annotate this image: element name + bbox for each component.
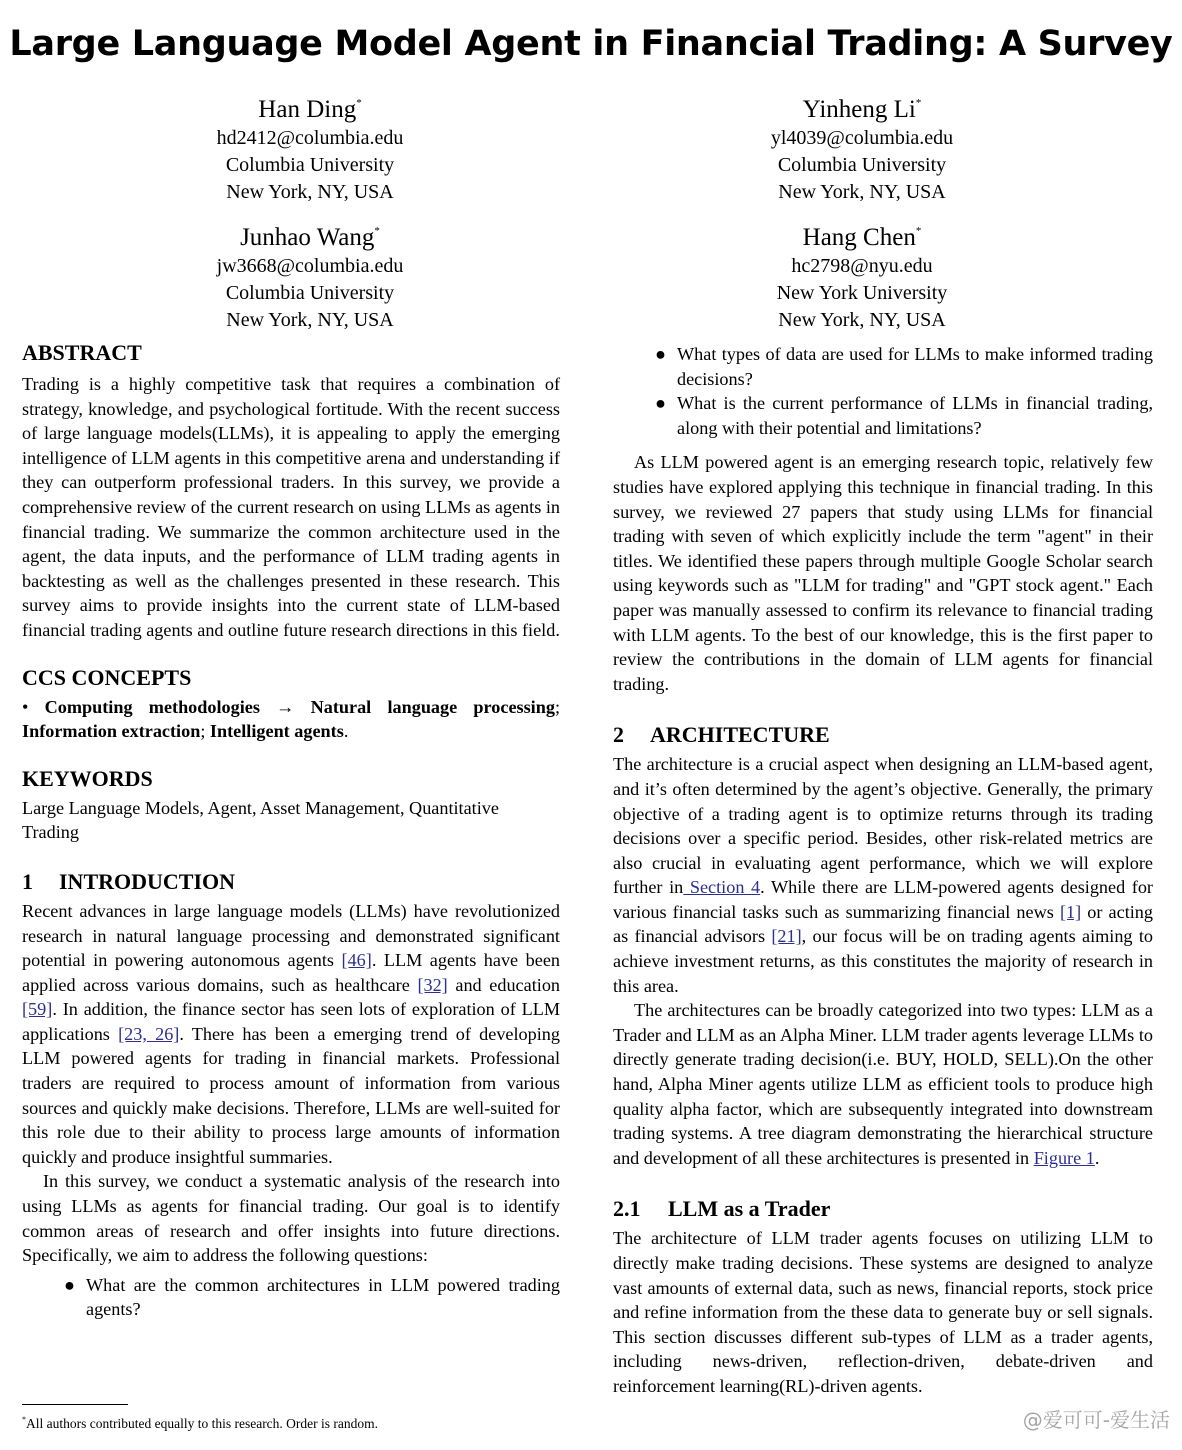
list-item: ● What types of data are used for LLMs to make informed trading decisions?	[655, 344, 1153, 389]
author-location: New York, NY, USA	[226, 309, 394, 331]
architecture-paragraph-2: The architectures can be broadly categorized into two types: LLM as a Trader and LLM as an Alpha Miner. LLM trader agents leverage LLMs to directly generate trading decision(i.e. BUY, HOLD, SELL).On the other hand, Alpha Miner agents utilize LLM as efficient tools to produce high quality alpha factor, which are subsequently integrated into downstream trading systems. A tree diagram demonstrating the hierarchical structure and development of all these architectures is presented in Figure 1.	[613, 1000, 1153, 1168]
author-email: jw3668@columbia.edu	[216, 255, 404, 277]
author-block	[90, 216, 530, 334]
author-location: New York, NY, USA	[778, 181, 946, 203]
author-name: Yinheng Li*	[802, 96, 922, 123]
architecture-heading: 2 ARCHITECTURE	[613, 722, 830, 748]
author-location: New York, NY, USA	[226, 181, 394, 203]
left-column	[22, 338, 560, 1322]
question-list	[613, 342, 1153, 440]
citation-link[interactable]: [21]	[771, 926, 802, 947]
paper-title: Large Language Model Agent in Financial Trading: A Survey	[9, 24, 1173, 64]
author-block	[642, 88, 1082, 206]
author-affiliation: New York University	[776, 282, 948, 304]
intro-paragraph-1: Recent advances in large language models (LLMs) have revolutionized research in natural language processing and demonstrated significant potential in powering autonomous agents [46]. LLM agents have been applied across various domains, such as healthcare [32] and education [59]. In addition, the finance sector has seen lots of exploration of LLM applications [23, 26]. There has been a emerging trend of developing LLM powered agents for trading in financial markets. Professional traders are required to process amount of information from various sources and quickly make decisions. Therefore, LLMs are well-suited for this role due to their ability to process large amounts of information quickly and produce insightful summaries.	[22, 900, 561, 1167]
citation-link[interactable]: [59]	[22, 999, 53, 1020]
figure-link[interactable]: Figure 1	[1033, 1147, 1095, 1168]
author-email: yl4039@columbia.edu	[770, 127, 954, 149]
watermark: @爱可可-爱生活	[1022, 1408, 1170, 1432]
trader-heading: 2.1 LLM as a Trader	[613, 1196, 831, 1222]
citation-link[interactable]: [46]	[341, 950, 372, 971]
author-block	[642, 216, 1082, 334]
abstract-heading: ABSTRACT	[22, 340, 142, 365]
abstract-text: Trading is a highly competitive task that requires a combination of strategy, knowledge, and psychological fortitude. With the recent success of large language models(LLMs), it is appealing to apply the emerging intelligence of LLM agents in this competitive arena and understanding if they can outperform professional traders. In this survey, we provide a comprehensive review of the current research on using LLMs as agents in financial trading. We summarize the common architecture used in the agent, the data inputs, and the performance of LLM trading agents in backtesting as well as the challenges presented in these research. This survey aims to provide insights into the current state of LLM-based financial trading agents and outline future research directions in this field.	[22, 374, 560, 640]
author-location: New York, NY, USA	[778, 309, 946, 331]
trader-paragraph-1: The architecture of LLM trader agents focuses on utilizing LLM to directly make trading decisions. These systems are designed to analyze vast amounts of external data, such as news, financial reports, stock price and refine information from the these data to generate buy or sell signals. This section discusses different sub-types of LLM as a trader agents, including news-driven, reflection-driven, debate-driven and reinforcement learning(RL)-driven agents.	[613, 1228, 1153, 1396]
section-link[interactable]: Section 4	[683, 877, 761, 898]
citation-link[interactable]: [23, 26]	[118, 1023, 180, 1044]
author-email: hd2412@columbia.edu	[216, 127, 404, 149]
keywords-heading: KEYWORDS	[22, 765, 153, 791]
author-affiliation: Columbia University	[225, 282, 395, 304]
keywords-text: Large Language Models, Agent, Asset Management, Quantitative Trading	[22, 797, 499, 843]
author-affiliation: Columbia University	[225, 154, 395, 176]
author-email: hc2798@nyu.edu	[791, 255, 933, 277]
citation-link[interactable]: [1]	[1059, 901, 1082, 922]
right-column	[613, 342, 1153, 1399]
author-affiliation: Columbia University	[777, 154, 947, 176]
footnote: *All authors contributed equally to this research. Order is random.	[22, 1415, 379, 1431]
intro-paragraph-3: As LLM powered agent is an emerging research topic, relatively few studies have explored applying this technique in financial trading. In this survey, we reviewed 27 papers that study using LLMs for financial trading with seven of which explicitly include the term "agent" in their titles. We identified these papers through multiple Google Scholar search using keywords such as "LLM for trading" and "GPT stock agent." Each paper was manually assessed to confirm its relevance to financial trading with LLM agents. To the best of our knowledge, this is the first paper to review the contributions in the domain of LLM agents for financial trading.	[613, 452, 1153, 694]
intro-heading: 1 INTRODUCTION	[22, 868, 236, 894]
ccs-text: • Computing methodologies → Natural language processing; Information extraction; Intelligent agents.	[22, 696, 561, 742]
intro-paragraph-2: In this survey, we conduct a systematic analysis of the research into using LLMs as agents for financial trading. Our goal is to identify common areas of research and offer insights into future directions. Specifically, we aim to address the following questions:	[22, 1171, 560, 1266]
author-block	[90, 88, 530, 206]
author-name: Han Ding*	[258, 96, 362, 123]
footnote-rule	[22, 1404, 128, 1405]
question-list	[22, 1273, 560, 1322]
author-name: Junhao Wang*	[240, 224, 380, 251]
author-name: Hang Chen*	[802, 224, 922, 251]
citation-link[interactable]: [32]	[417, 974, 448, 995]
list-item: ● What are the common architectures in LLM powered trading agents?	[64, 1274, 560, 1320]
list-item: ● What is the current performance of LLMs in financial trading, along with their potential and limitations?	[655, 393, 1153, 438]
architecture-paragraph-1: The architecture is a crucial aspect when designing an LLM-based agent, and it’s often determined by the agent’s objective. Generally, the primary objective of a trading agent is to optimize returns through its trading decisions over a specific period. Besides, other risk-related metrics are also crucial in evaluating agent performance, which we will explore further in Section 4. While there are LLM-powered agents designed for various financial tasks such as summarizing financial news [1] or acting as financial advisors [21], our focus will be on trading agents aiming to achieve investment returns, as this constitutes the majority of research in this area.	[613, 754, 1153, 996]
ccs-heading: CCS CONCEPTS	[22, 664, 192, 690]
